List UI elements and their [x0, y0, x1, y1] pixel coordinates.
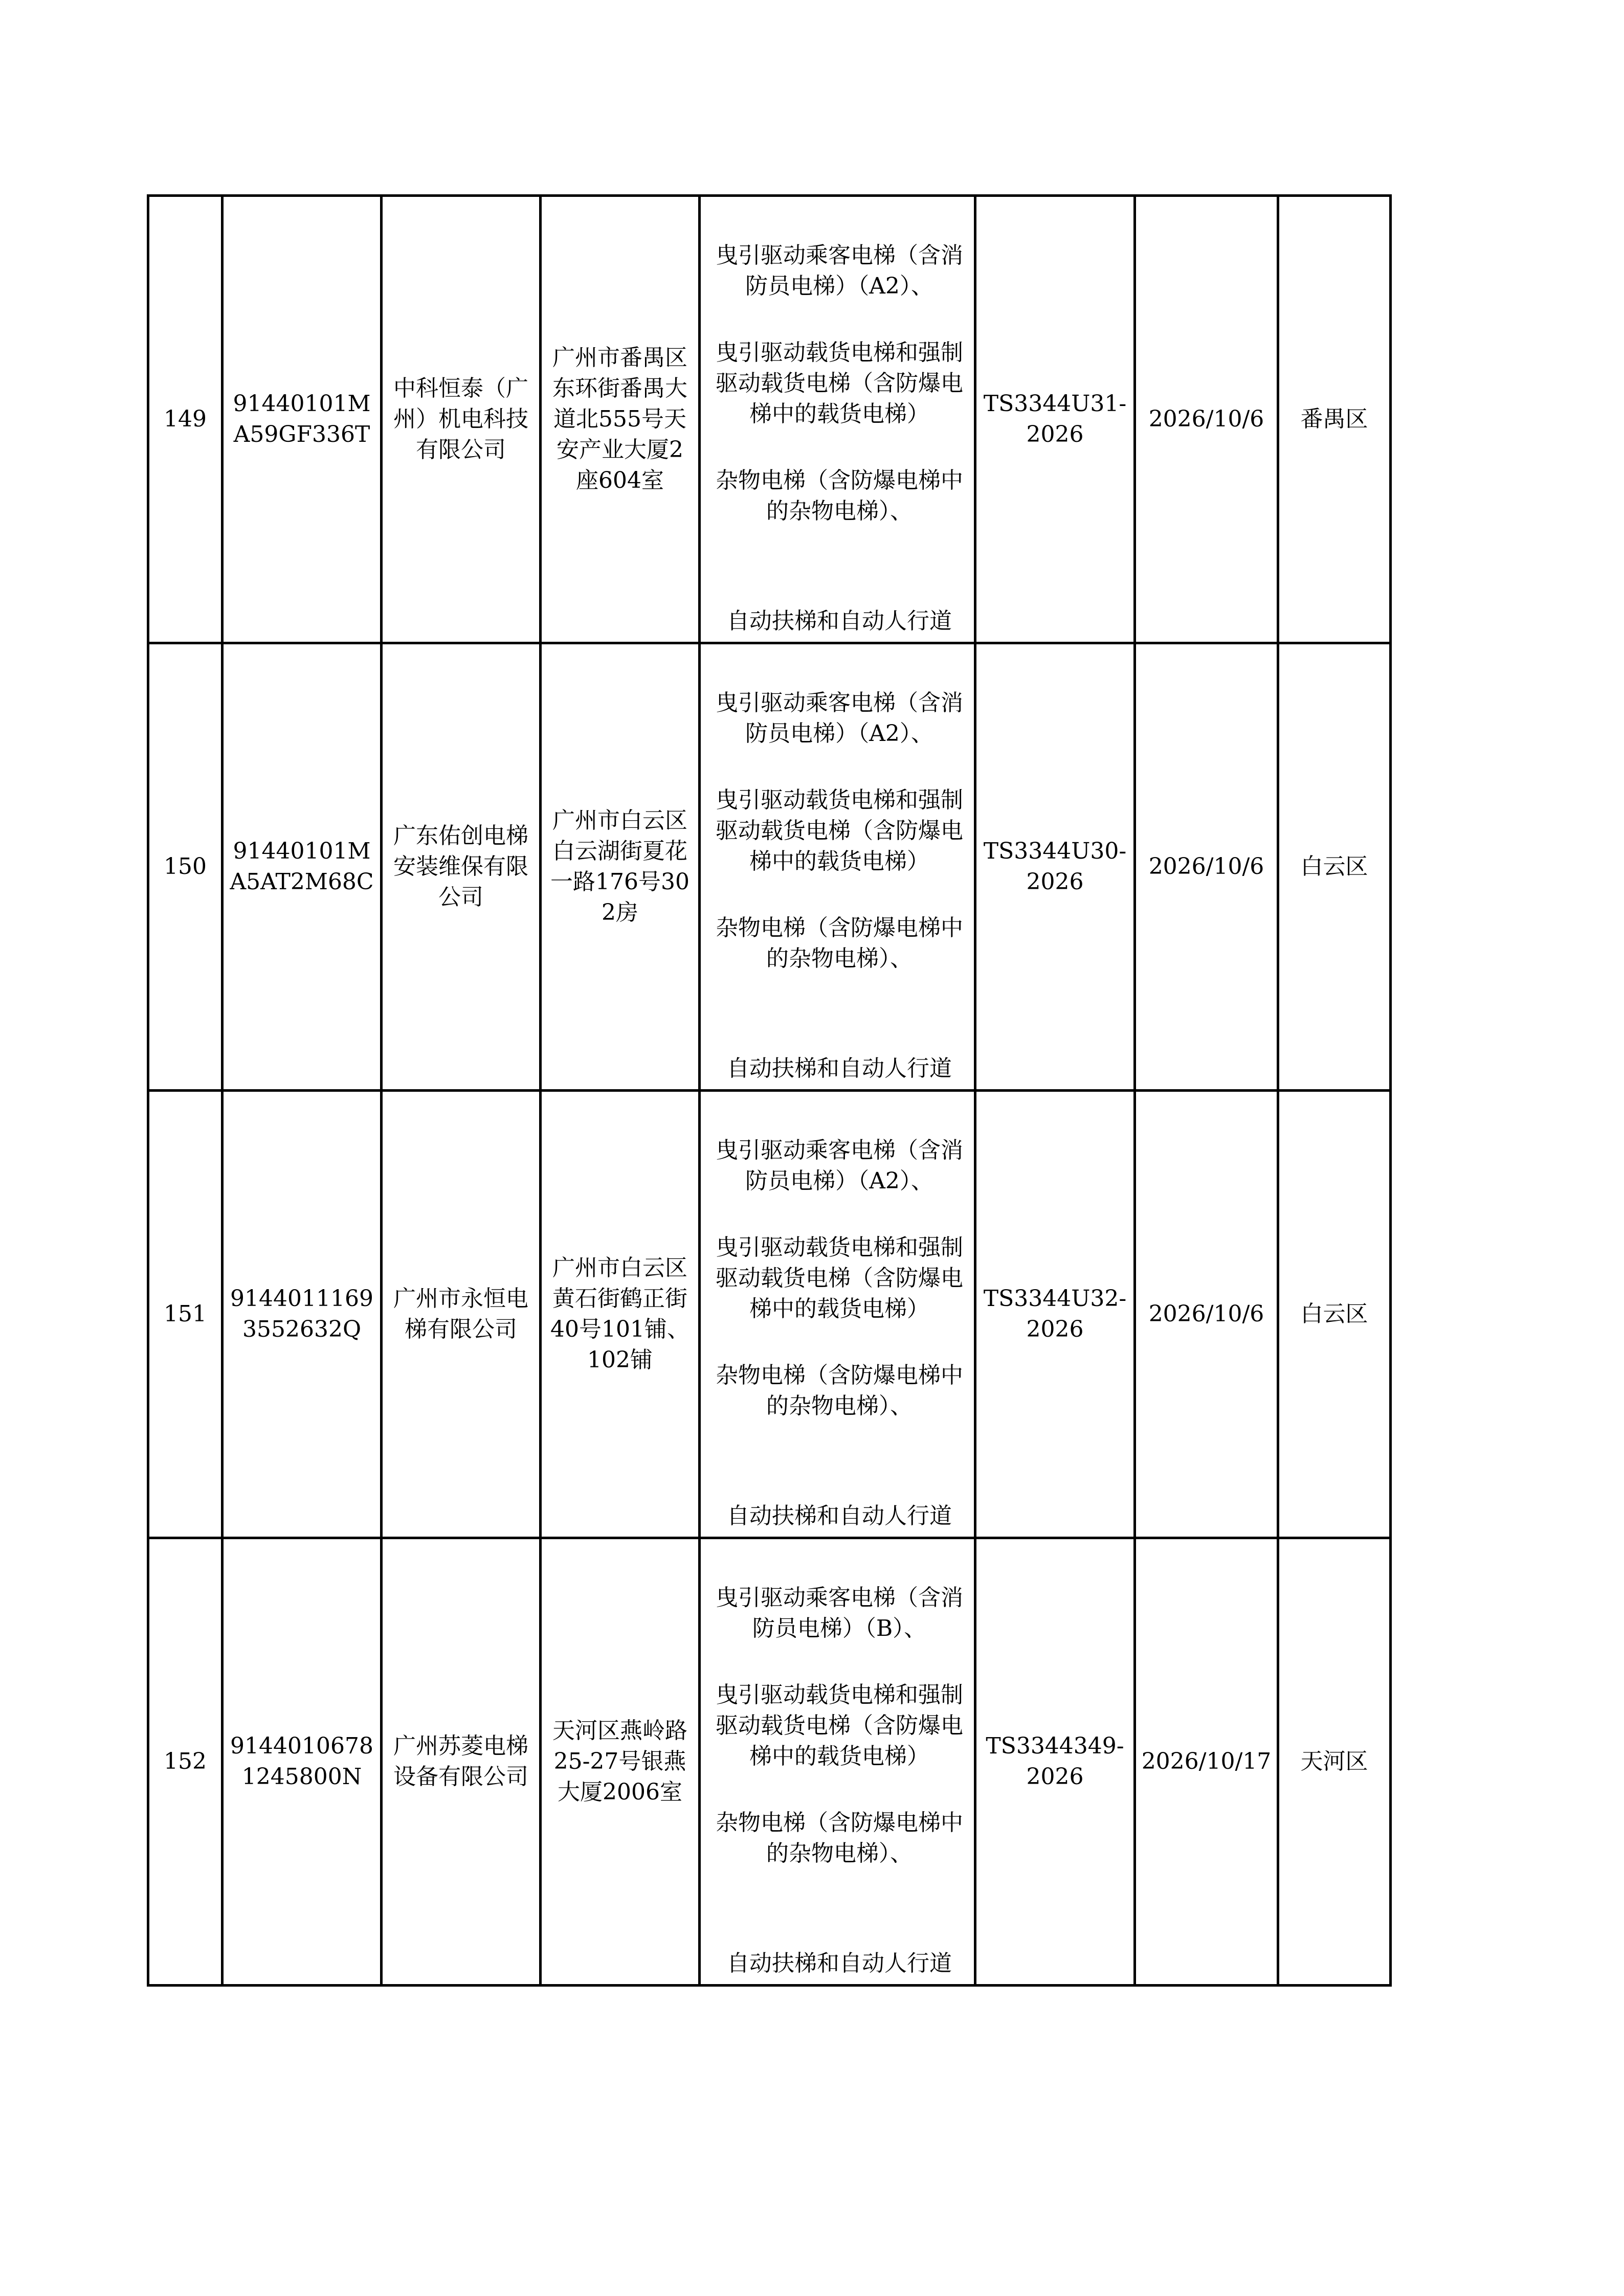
scope-item: 曳引驱动载货电梯和强制驱动载货电梯（含防爆电梯中的载货电梯） [716, 787, 963, 874]
table-row [148, 196, 1391, 643]
license-number-cell: TS3344U31-2026 [975, 196, 1135, 643]
table-row [148, 643, 1391, 1091]
district-cell: 白云区 [1278, 1091, 1391, 1538]
scope-item: 曳引驱动载货电梯和强制驱动载货电梯（含防爆电梯中的载货电梯） [716, 1234, 963, 1322]
scope-item: 自动扶梯和自动人行道 [727, 1055, 952, 1082]
credit-code-cell: 91440111693552632Q [223, 1091, 382, 1538]
credit-code-cell: 91440101MA59GF336T [223, 196, 382, 643]
seq-cell: 151 [148, 1091, 223, 1538]
expiry-date-cell: 2026/10/17 [1135, 1538, 1278, 1986]
company-cell: 中科恒泰（广州）机电科技有限公司 [382, 196, 541, 643]
scope-item: 自动扶梯和自动人行道 [727, 608, 952, 634]
table-row [148, 1091, 1391, 1538]
expiry-date-cell: 2026/10/6 [1135, 196, 1278, 643]
scope-item: 杂物电梯（含防爆电梯中的杂物电梯）、 [716, 1810, 963, 1866]
scope-item: 曳引驱动乘客电梯（含消防员电梯）（A2）、 [716, 242, 963, 299]
scope-cell [700, 1538, 975, 1986]
scope-cell [700, 196, 975, 643]
scope-item: 自动扶梯和自动人行道 [727, 1950, 952, 1976]
seq-cell: 152 [148, 1538, 223, 1986]
license-number-cell: TS3344U32-2026 [975, 1091, 1135, 1538]
scope-item: 曳引驱动乘客电梯（含消防员电梯）（B）、 [716, 1585, 963, 1641]
district-cell: 番禺区 [1278, 196, 1391, 643]
address-cell: 天河区燕岭路25-27号银燕大厦2006室 [541, 1538, 700, 1986]
address-cell: 广州市白云区白云湖街夏花一路176号302房 [541, 643, 700, 1091]
company-cell: 广东佑创电梯安装维保有限公司 [382, 643, 541, 1091]
district-cell: 白云区 [1278, 643, 1391, 1091]
address-cell: 广州市番禺区东环街番禺大道北555号天安产业大厦2座604室 [541, 196, 700, 643]
license-number-cell: TS3344349-2026 [975, 1538, 1135, 1986]
scope-cell [700, 1091, 975, 1538]
seq-cell: 150 [148, 643, 223, 1091]
credit-code-cell: 91440101MA5AT2M68C [223, 643, 382, 1091]
scope-item: 自动扶梯和自动人行道 [727, 1503, 952, 1529]
address-cell: 广州市白云区黄石街鹤正街40号101铺、102铺 [541, 1091, 700, 1538]
scope-item: 杂物电梯（含防爆电梯中的杂物电梯）、 [716, 915, 963, 972]
scope-item: 曳引驱动载货电梯和强制驱动载货电梯（含防爆电梯中的载货电梯） [716, 1682, 963, 1769]
table-row [148, 1538, 1391, 1986]
license-number-cell: TS3344U30-2026 [975, 643, 1135, 1091]
scope-item: 曳引驱动乘客电梯（含消防员电梯）（A2）、 [716, 690, 963, 747]
scope-item: 曳引驱动载货电梯和强制驱动载货电梯（含防爆电梯中的载货电梯） [716, 340, 963, 427]
expiry-date-cell: 2026/10/6 [1135, 1091, 1278, 1538]
scope-cell [700, 643, 975, 1091]
license-table [147, 194, 1392, 1987]
scope-item: 曳引驱动乘客电梯（含消防员电梯）（A2）、 [716, 1137, 963, 1194]
company-cell: 广州市永恒电梯有限公司 [382, 1091, 541, 1538]
seq-cell: 149 [148, 196, 223, 643]
scope-item: 杂物电梯（含防爆电梯中的杂物电梯）、 [716, 1362, 963, 1419]
scope-item: 杂物电梯（含防爆电梯中的杂物电梯）、 [716, 467, 963, 524]
credit-code-cell: 91440106781245800N [223, 1538, 382, 1986]
district-cell: 天河区 [1278, 1538, 1391, 1986]
expiry-date-cell: 2026/10/6 [1135, 643, 1278, 1091]
company-cell: 广州苏菱电梯设备有限公司 [382, 1538, 541, 1986]
